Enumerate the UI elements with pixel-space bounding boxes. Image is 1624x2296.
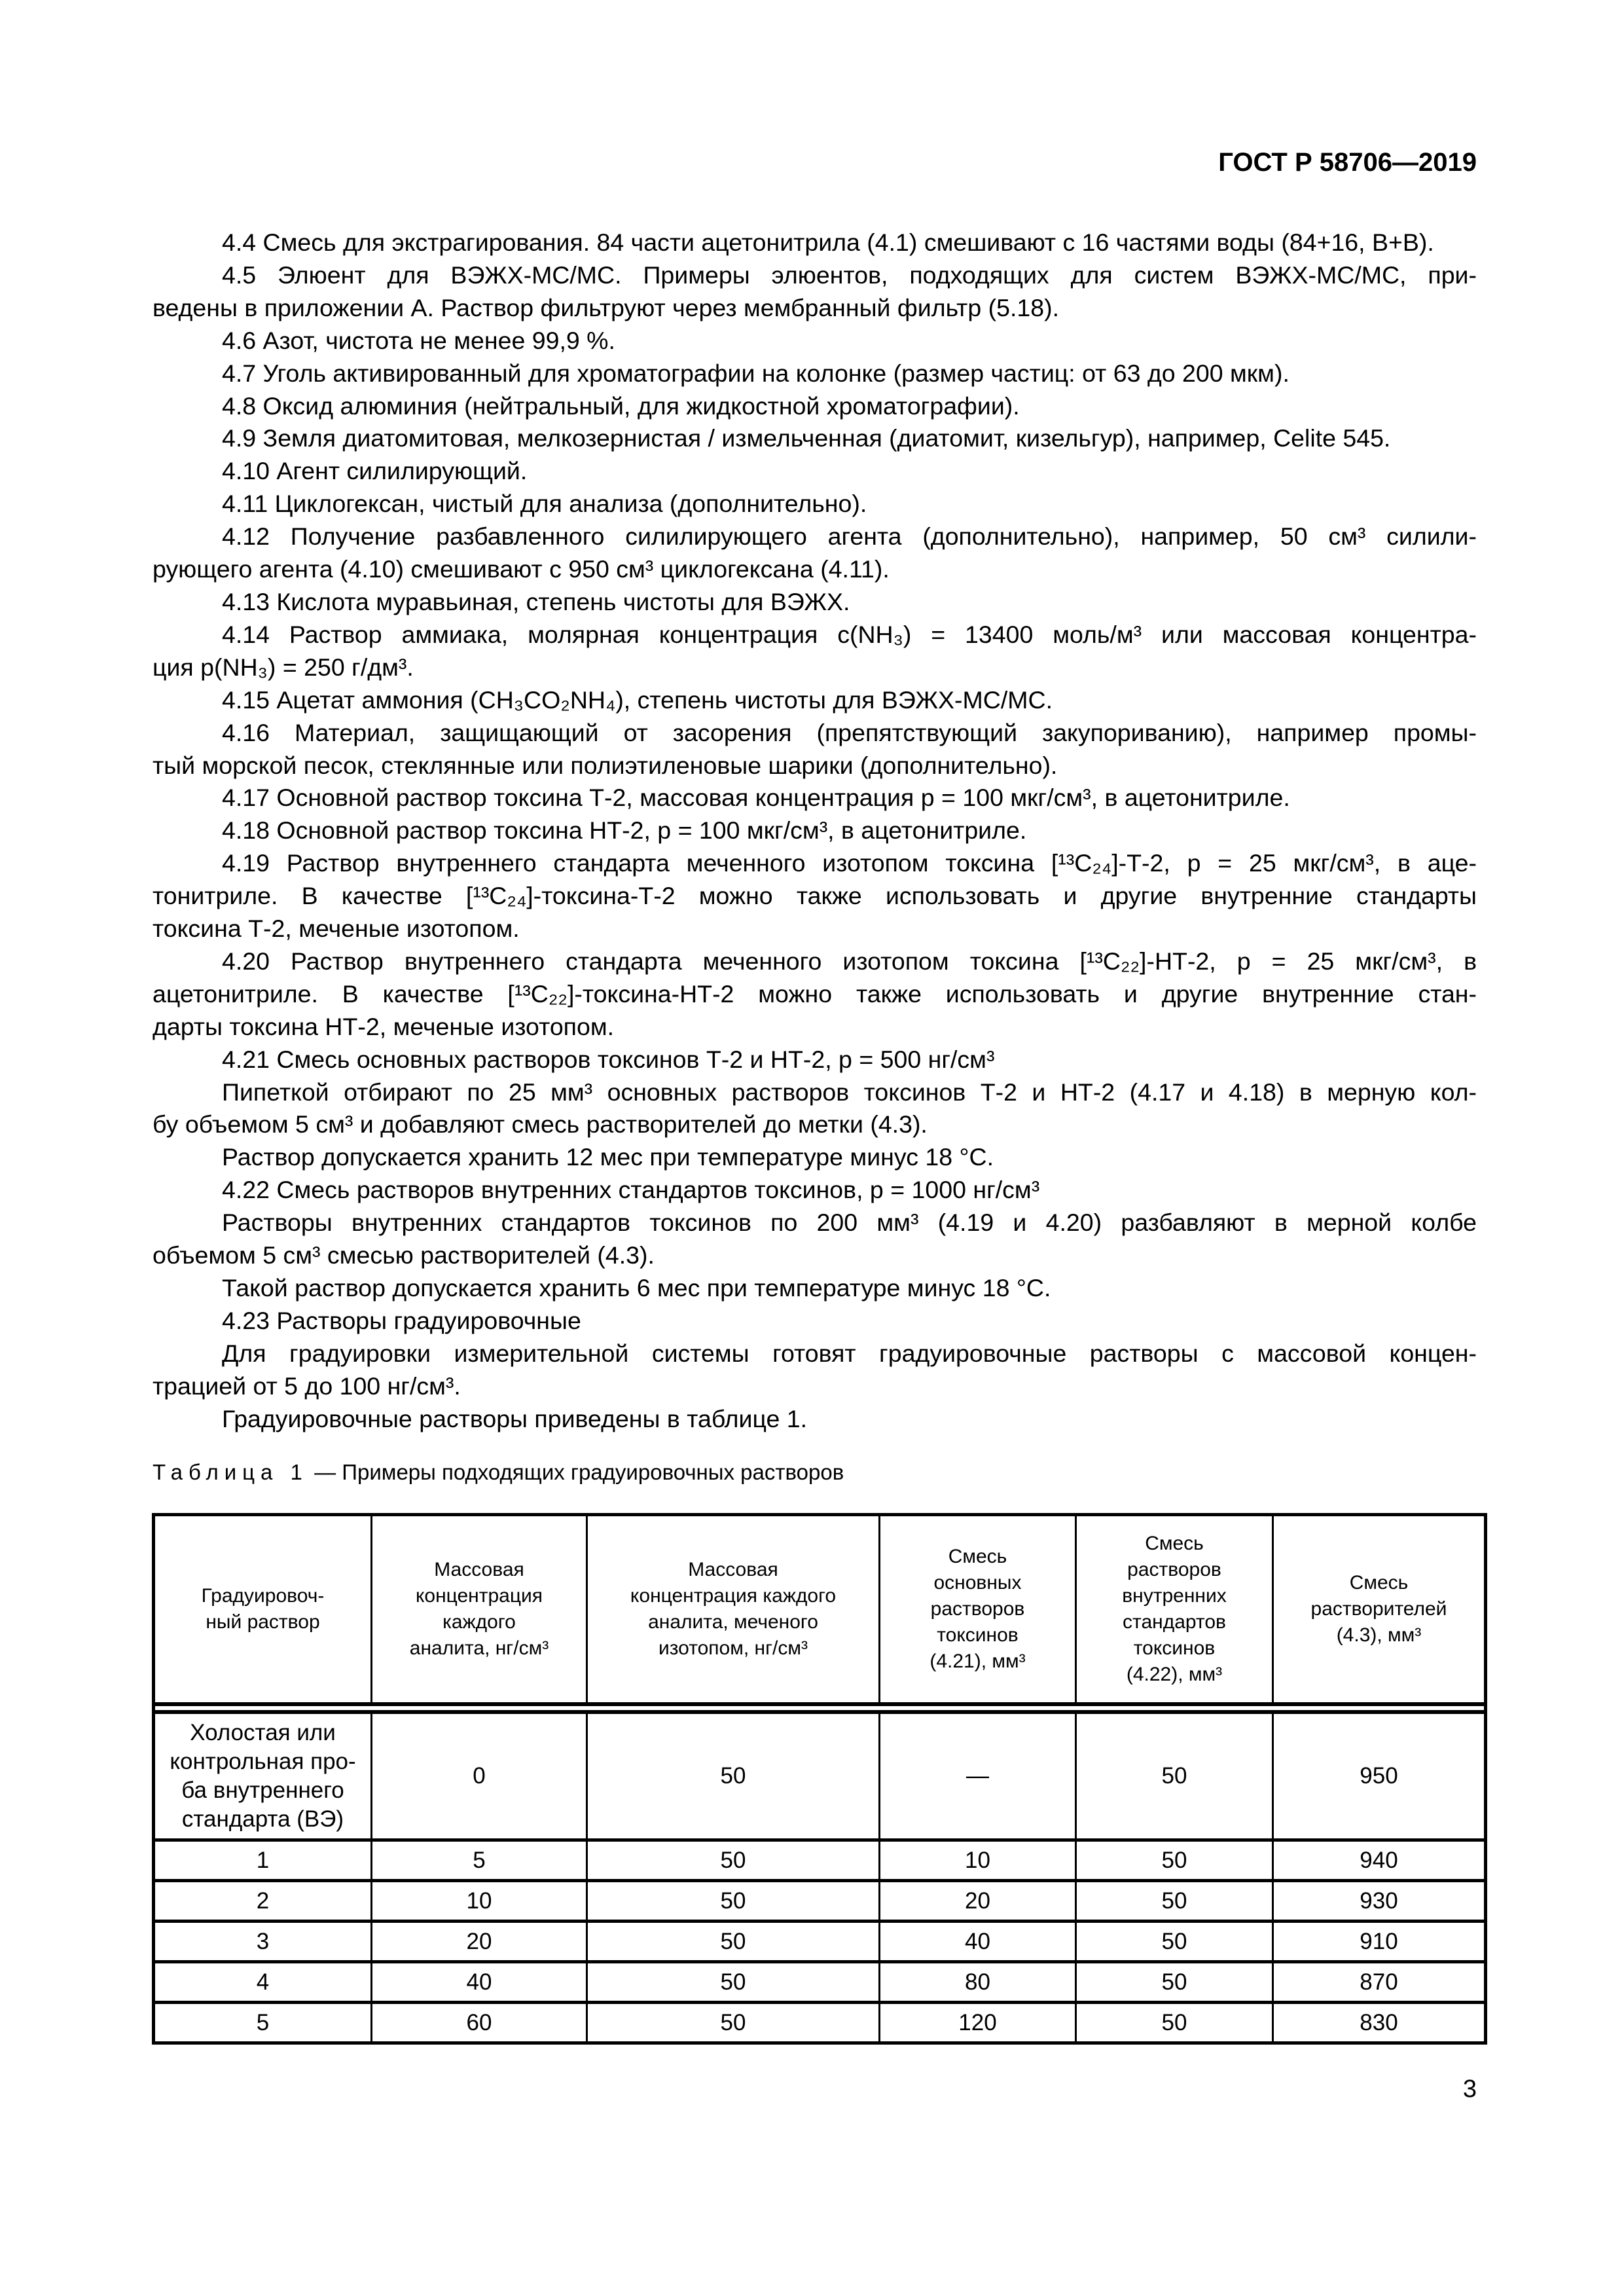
column-header	[1273, 1515, 1486, 1705]
paragraph-line: 4.18 Основной раствор токсина НТ-2, p = 100 мкг/см³, в ацетонитриле.	[222, 816, 1027, 845]
table-cell: 50	[587, 1962, 880, 2003]
table-cell: 60	[372, 2003, 587, 2043]
column-header-line: Градуировоч-	[201, 1585, 325, 1607]
paragraph-line: 4.14 Раствор аммиака, молярная концентрация c(NH₃) = 13400 моль/м³ или массовая концентра-	[222, 620, 1477, 648]
table-row	[154, 1962, 1486, 2003]
column-header-line: растворов	[1127, 1559, 1221, 1580]
table-cell	[154, 1712, 372, 1840]
header-separator	[154, 1704, 1486, 1712]
paragraph-line: токсина Т-2, меченые изотопом.	[153, 915, 520, 943]
column-header-line: аналита, меченого	[648, 1611, 818, 1633]
paragraph-line: бу объемом 5 см³ и добавляют смесь растворителей до метки (4.3).	[153, 1110, 928, 1139]
table-cell: 20	[372, 1922, 587, 1962]
table-cell: 5	[372, 1840, 587, 1881]
table-cell: 50	[587, 1840, 880, 1881]
paragraph-line: 4.17 Основной раствор токсина Т-2, массовая концентрация p = 100 мкг/см³, в ацетонитриле.	[222, 784, 1290, 812]
column-header	[372, 1515, 587, 1705]
paragraph-line: 4.11 Циклогексан, чистый для анализа (дополнительно).	[222, 490, 867, 518]
document-id: ГОСТ Р 58706—2019	[1218, 148, 1477, 177]
column-header-line: Смесь	[948, 1546, 1007, 1567]
column-header-line: растворов	[930, 1598, 1025, 1620]
row-label-line: стандарта (ВЭ)	[181, 1806, 344, 1832]
body-text	[153, 227, 1477, 1436]
column-header-line: растворителей	[1310, 1598, 1447, 1620]
table-cell: 50	[587, 1922, 880, 1962]
table-cell: 930	[1273, 1881, 1486, 1922]
table-cell: 80	[880, 1962, 1076, 2003]
column-header-line: Массовая	[434, 1559, 524, 1580]
column-header-line: Смесь	[1145, 1533, 1204, 1554]
column-header-line: токсинов	[1133, 1637, 1216, 1659]
paragraph-line: 4.20 Раствор внутреннего стандарта меченного изотопом токсина [¹³C₂₂]-НТ-2, p = 25 мкг/см³, в	[222, 947, 1477, 975]
paragraph-line: ция p(NH₃) = 250 г/дм³.	[153, 653, 414, 681]
table-cell: 0	[372, 1712, 587, 1840]
table-caption-text: — Примеры подходящих градуировочных растворов	[308, 1460, 844, 1484]
table-cell: 50	[1076, 1922, 1273, 1962]
paragraph-line: 4.7 Уголь активированный для хроматографии на колонке (размер частиц: от 63 до 200 мкм).	[222, 359, 1290, 387]
table-cell: 50	[1076, 1881, 1273, 1922]
column-header-line: концентрация каждого	[630, 1585, 837, 1607]
table-cell: 50	[587, 1881, 880, 1922]
table-cell: 870	[1273, 1962, 1486, 2003]
table-row	[154, 2003, 1486, 2043]
table-cell: 40	[880, 1922, 1076, 1962]
paragraph-line: 4.5 Элюент для ВЭЖХ-МС/МС. Примеры элюентов, подходящих для систем ВЭЖХ-МС/МС, при-	[222, 261, 1477, 289]
column-header	[880, 1515, 1076, 1705]
table-cell: —	[880, 1712, 1076, 1840]
table-cell: 120	[880, 2003, 1076, 2043]
paragraph-line: 4.10 Агент силилирующий.	[222, 457, 528, 485]
column-header-line: Смесь	[1349, 1572, 1409, 1594]
column-header	[1076, 1515, 1273, 1705]
paragraph-line: трацией от 5 до 100 нг/см³.	[153, 1372, 461, 1400]
column-header-line: изотопом, нг/см³	[659, 1637, 808, 1659]
table-cell: 50	[1076, 2003, 1273, 2043]
paragraph-line: Растворы внутренних стандартов токсинов по 200 мм³ (4.19 и 4.20) разбавляют в мерной колбе	[222, 1209, 1477, 1237]
table-cell: 10	[880, 1840, 1076, 1881]
column-header-line: концентрация	[415, 1585, 543, 1607]
table-cell: 2	[154, 1881, 372, 1922]
paragraph-line: 4.19 Раствор внутреннего стандарта меченного изотопом токсина [¹³C₂₄]-Т-2, p = 25 мкг/см³, в аце-	[222, 849, 1477, 877]
table-row	[154, 1881, 1486, 1922]
paragraph-line: 4.13 Кислота муравьиная, степень чистоты для ВЭЖХ.	[222, 587, 850, 615]
column-header-line: стандартов	[1123, 1611, 1226, 1633]
paragraph-line: Пипеткой отбирают по 25 мм³ основных растворов токсинов Т-2 и НТ-2 (4.17 и 4.18) в мерную кол-	[222, 1078, 1477, 1106]
table-cell: 50	[1076, 1962, 1273, 2003]
paragraph-line: объемом 5 см³ смесью растворителей (4.3).	[153, 1241, 655, 1269]
paragraph-line: 4.23 Растворы градуировочные	[222, 1306, 581, 1334]
paragraph-line: дарты токсина НТ-2, меченые изотопом.	[153, 1012, 615, 1040]
paragraph-line: 4.6 Азот, чистота не менее 99,9 %.	[222, 326, 615, 354]
table-header-row	[154, 1515, 1486, 1705]
column-header-line: ный раствор	[206, 1611, 320, 1633]
paragraph-line: Раствор допускается хранить 12 мес при температуре минус 18 °С.	[222, 1143, 994, 1171]
paragraph-line: 4.4 Смесь для экстрагирования. 84 части ацетонитрила (4.1) смешивают с 16 частями воды (84+16, В+В).	[222, 228, 1434, 256]
table-cell: 4	[154, 1962, 372, 2003]
paragraph-line: Такой раствор допускается хранить 6 мес при температуре минус 18 °С.	[222, 1274, 1051, 1302]
paragraph-line: 4.8 Оксид алюминия (нейтральный, для жидкостной хроматографии).	[222, 392, 1020, 420]
table-cell: 910	[1273, 1922, 1486, 1962]
paragraph-line: ацетонитриле. В качестве [¹³C₂₂]-токсина-НТ-2 можно также использовать и другие внутренние стан-	[153, 979, 1477, 1008]
column-header-line: Массовая	[688, 1559, 778, 1580]
paragraph-line: рующего агента (4.10) смешивают с 950 см³ циклогексана (4.11).	[153, 555, 890, 583]
paragraph-line: тый морской песок, стеклянные или полиэтиленовые шарики (дополнительно).	[153, 751, 1058, 779]
row-label-line: Холостая или	[190, 1720, 336, 1745]
table-cell: 20	[880, 1881, 1076, 1922]
table-caption	[153, 1460, 844, 1485]
column-header-line: (4.3), мм³	[1336, 1624, 1422, 1646]
calibration-table	[152, 1513, 1487, 2045]
table-cell: 10	[372, 1881, 587, 1922]
paragraph-line: 4.15 Ацетат аммония (CH₃CO₂NH₄), степень чистоты для ВЭЖХ-МС/МС.	[222, 685, 1053, 714]
table-cell: 50	[587, 1712, 880, 1840]
column-header-line: внутренних	[1122, 1585, 1227, 1607]
paragraph-line: 4.16 Материал, защищающий от засорения (препятствующий закупориванию), например промы-	[222, 718, 1477, 746]
column-header	[154, 1515, 372, 1705]
table-cell: 950	[1273, 1712, 1486, 1840]
column-header-line: токсинов	[937, 1624, 1019, 1646]
column-header	[587, 1515, 880, 1705]
table-cell: 830	[1273, 2003, 1486, 2043]
table-row	[154, 1922, 1486, 1962]
paragraph-line: тонитриле. В качестве [¹³C₂₄]-токсина-Т-2 можно также использовать и другие внутренние стандарты	[153, 882, 1477, 910]
column-header-line: основных	[933, 1572, 1022, 1594]
table-cell: 3	[154, 1922, 372, 1962]
table-cell: 1	[154, 1840, 372, 1881]
table-cell: 50	[587, 2003, 880, 2043]
paragraph-line: Для градуировки измерительной системы готовят градуировочные растворы с массовой концен-	[222, 1339, 1477, 1367]
paragraph-line: 4.12 Получение разбавленного силилирующего агента (дополнительно), например, 50 см³ силили-	[222, 522, 1477, 551]
column-header-line: каждого	[442, 1611, 516, 1633]
row-label-line: ба внутреннего	[181, 1777, 344, 1803]
table-cell: 940	[1273, 1840, 1486, 1881]
table-cell: 40	[372, 1962, 587, 2003]
paragraph-line: Градуировочные растворы приведены в таблице 1.	[222, 1404, 808, 1432]
table-row	[154, 1712, 1486, 1840]
column-header-line: (4.21), мм³	[929, 1650, 1026, 1672]
column-header-line: (4.22), мм³	[1126, 1664, 1223, 1685]
paragraph-line: ведены в приложении А. Раствор фильтруют через мембранный фильтр (5.18).	[153, 293, 1060, 321]
table-caption-label: Таблица 1	[153, 1460, 308, 1484]
page-number: 3	[1462, 2075, 1477, 2103]
paragraph-line: 4.9 Земля диатомитовая, мелкозернистая / измельченная (диатомит, кизельгур), например, Celite 545.	[222, 424, 1391, 452]
column-header-line: аналита, нг/см³	[409, 1637, 549, 1659]
table-cell: 50	[1076, 1840, 1273, 1881]
paragraph-line: 4.21 Смесь основных растворов токсинов Т-2 и НТ-2, p = 500 нг/см³	[222, 1045, 995, 1073]
table-cell: 5	[154, 2003, 372, 2043]
table-cell: 50	[1076, 1712, 1273, 1840]
paragraph-line: 4.22 Смесь растворов внутренних стандартов токсинов, p = 1000 нг/см³	[222, 1176, 1040, 1204]
row-label-line: контрольная про-	[170, 1749, 356, 1774]
table-row	[154, 1840, 1486, 1881]
